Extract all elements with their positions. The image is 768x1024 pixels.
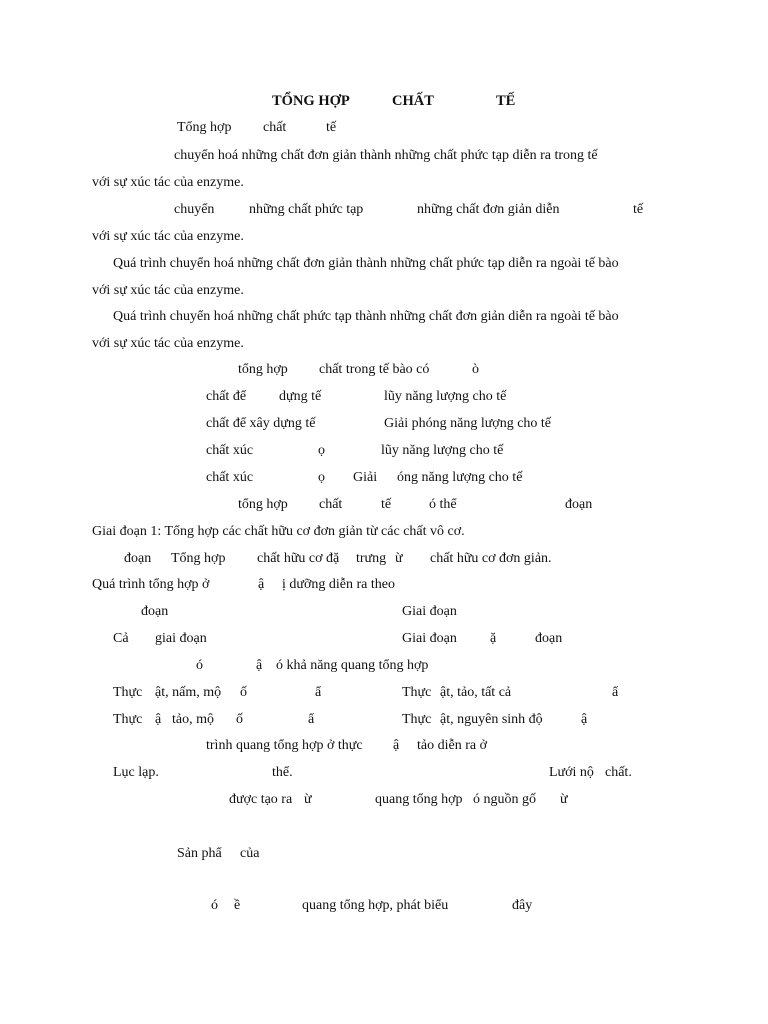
- answer-option: ọ: [318, 443, 325, 458]
- question-stem: ó nguồn gố: [473, 792, 536, 807]
- phase-line: Giai đoạn 1: Tổng hợp các chất hữu cơ đơn giản từ các chất vô cơ.: [92, 524, 465, 539]
- phase-line: chất hữu cơ đơn giản.: [430, 551, 552, 566]
- answer-option: Lưới nộ: [549, 765, 594, 780]
- answer-option: ậ: [155, 712, 162, 727]
- question-stem: chất trong tế bào có: [319, 362, 430, 377]
- phase-line: đoạn: [124, 551, 152, 566]
- title-word-2: CHẤT: [392, 93, 434, 109]
- question-stem: Sản phẩ: [177, 846, 222, 861]
- option-c-line: với sự xúc tác của enzyme.: [92, 283, 244, 298]
- phase-line: chất hữu cơ đặ: [257, 551, 340, 566]
- question-stem: chất: [319, 497, 343, 512]
- answer-option: đoạn: [535, 631, 563, 646]
- question-stem: trình quang tổng hợp ở thực: [206, 738, 363, 753]
- answer-option: ẩ: [308, 712, 315, 727]
- question-stem: quang tổng hợp: [375, 792, 463, 807]
- question-stem: tổng hợp: [238, 362, 288, 377]
- question-stem: Quá trình tổng hợp ở: [92, 577, 210, 592]
- answer-option: giai đoạn: [155, 631, 207, 646]
- question-stem: ừ: [560, 792, 568, 807]
- option-c-line: Quá trình chuyển hoá những chất đơn giản thành những chất phức tạp diễn ra ngoài tế bào: [113, 256, 619, 271]
- title-word-3: TẾ: [496, 93, 516, 109]
- answer-option: Cả: [113, 631, 129, 646]
- answer-option: Giải: [353, 470, 378, 485]
- option-b-line: những chất phức tạp: [249, 202, 364, 217]
- answer-option: ậ: [581, 712, 588, 727]
- option-b-line: với sự xúc tác của enzyme.: [92, 229, 244, 244]
- column-header: Giai đoạn: [402, 604, 457, 619]
- answer-option: ật, nguyên sinh độ: [440, 712, 543, 727]
- option-d-line: với sự xúc tác của enzyme.: [92, 336, 244, 351]
- intro-text: tế: [326, 120, 337, 135]
- answer-option: Giai đoạn: [402, 631, 457, 646]
- question-stem: ậ: [258, 577, 265, 592]
- column-header: đoạn: [141, 604, 169, 619]
- answer-option: thể.: [272, 765, 293, 780]
- answer-option: tảo, mộ: [172, 712, 214, 727]
- answer-option: Giải phóng năng lượng cho tế: [384, 416, 552, 431]
- question-stem: ậ: [256, 658, 263, 673]
- answer-option: ật, tảo, tất cả: [440, 685, 512, 700]
- intro-text: Tổng hợp: [177, 120, 232, 135]
- question-stem: ò: [472, 362, 479, 377]
- question-stem: ó: [211, 898, 218, 913]
- question-stem: tảo diễn ra ở: [417, 738, 487, 753]
- option-a-line: với sự xúc tác của enzyme.: [92, 175, 244, 190]
- phase-line: ừ: [395, 551, 403, 566]
- question-stem: ề: [234, 898, 241, 913]
- answer-option: ố: [236, 712, 243, 727]
- option-b-line: những chất đơn giản diễn: [417, 202, 560, 217]
- answer-option: chất.: [605, 765, 632, 780]
- answer-option: ặ: [490, 631, 497, 646]
- phase-line: trưng: [356, 551, 387, 566]
- question-stem: của: [240, 846, 260, 861]
- question-stem: ó: [196, 658, 203, 673]
- question-stem: tế: [381, 497, 392, 512]
- answer-option: Thực: [113, 685, 143, 700]
- option-b-line: tế: [633, 202, 644, 217]
- option-b-line: chuyển: [174, 202, 215, 217]
- answer-option: Lục lạp.: [113, 765, 159, 780]
- answer-option: ố: [240, 685, 247, 700]
- question-stem: ó khả năng quang tổng hợp: [276, 658, 429, 673]
- answer-option: ọ: [318, 470, 325, 485]
- answer-option: Thực: [402, 685, 432, 700]
- question-stem: ị dưỡng diễn ra theo: [282, 577, 395, 592]
- question-stem: ậ: [393, 738, 400, 753]
- question-stem: tổng hợp: [238, 497, 288, 512]
- answer-option: ẩ: [315, 685, 322, 700]
- answer-option: óng năng lượng cho tế: [397, 470, 523, 485]
- phase-line: Tổng hợp: [171, 551, 226, 566]
- question-stem: quang tổng hợp, phát biểu: [302, 898, 449, 913]
- answer-option: ẩ: [612, 685, 619, 700]
- option-d-line: Quá trình chuyển hoá những chất phức tạp thành những chất đơn giản diễn ra ngoài tế bào: [113, 309, 619, 324]
- question-stem: ừ: [304, 792, 312, 807]
- question-stem: đoạn: [565, 497, 593, 512]
- question-stem: đây: [512, 898, 533, 913]
- answer-option: chất để: [206, 389, 247, 404]
- answer-option: chất để xây dựng tế: [206, 416, 316, 431]
- question-stem: được tạo ra: [229, 792, 293, 807]
- answer-option: Thực: [113, 712, 143, 727]
- answer-option: chất xúc: [206, 470, 254, 485]
- answer-option: chất xúc: [206, 443, 254, 458]
- question-stem: ó thể: [429, 497, 457, 512]
- answer-option: dựng tế: [279, 389, 322, 404]
- option-a-line: chuyển hoá những chất đơn giản thành những chất phức tạp diễn ra trong tế: [174, 148, 598, 163]
- answer-option: lũy năng lượng cho tế: [381, 443, 504, 458]
- intro-text: chất: [263, 120, 287, 135]
- answer-option: lũy năng lượng cho tế: [384, 389, 507, 404]
- answer-option: Thực: [402, 712, 432, 727]
- title-word-1: TỔNG HỢP: [272, 93, 350, 109]
- answer-option: ật, nấm, mộ: [155, 685, 222, 700]
